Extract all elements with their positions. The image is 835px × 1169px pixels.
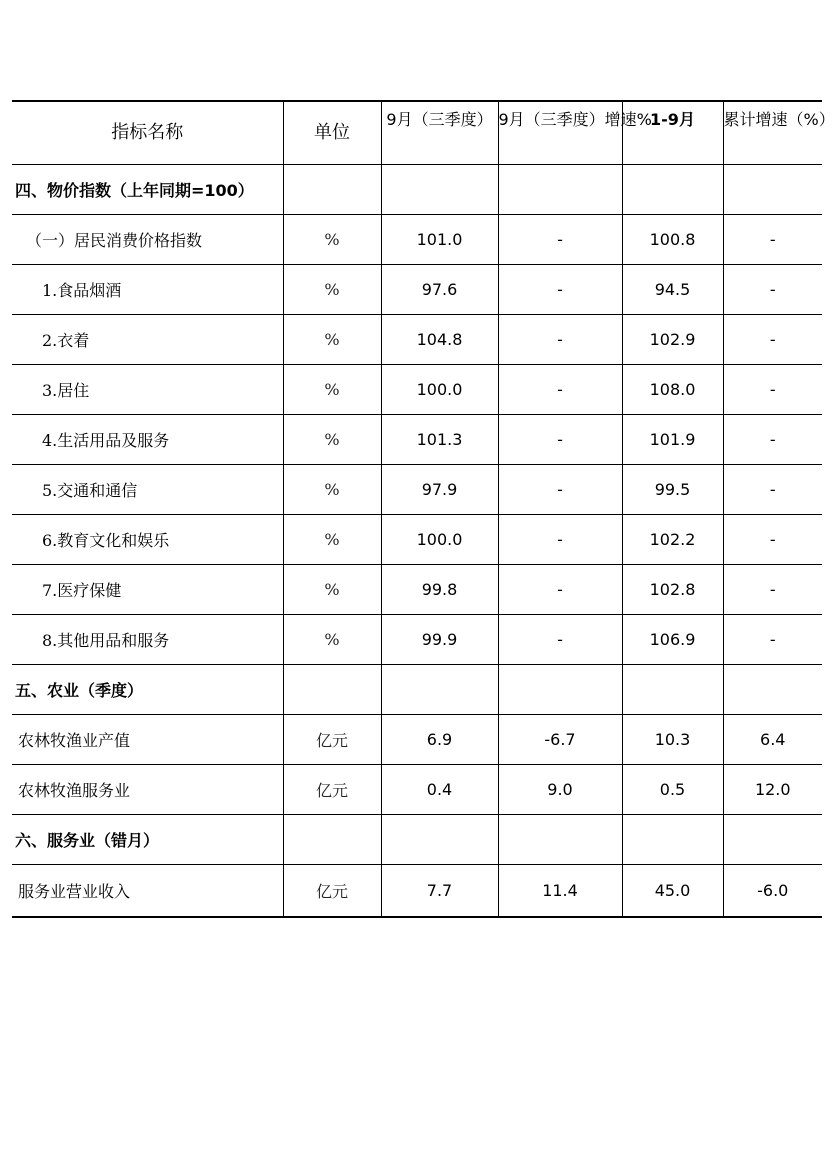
row-unit: % [283, 315, 381, 365]
table-row [12, 415, 822, 465]
row-unit: 亿元 [283, 865, 381, 918]
row-cumulative-growth [723, 815, 822, 865]
row-unit: % [283, 615, 381, 665]
row-september-growth [498, 815, 622, 865]
table-row [12, 615, 822, 665]
row-cumulative-growth: 12.0 [723, 765, 822, 815]
row-september-growth: - [498, 315, 622, 365]
row-cumulative-growth: - [723, 365, 822, 415]
row-jan-sep: 0.5 [622, 765, 723, 815]
row-name: 四、物价指数（上年同期=100） [12, 165, 283, 215]
row-cumulative-growth [723, 165, 822, 215]
row-september: 101.3 [381, 415, 498, 465]
row-jan-sep: 106.9 [622, 615, 723, 665]
row-unit [283, 165, 381, 215]
row-jan-sep [622, 815, 723, 865]
table-row [12, 515, 822, 565]
row-name: 农林牧渔业产值 [12, 715, 283, 765]
table-row [12, 265, 822, 315]
header-cumulative-growth: 累计增速（%） [723, 101, 822, 165]
row-unit [283, 815, 381, 865]
row-unit: % [283, 415, 381, 465]
row-september [381, 165, 498, 215]
row-september-growth: - [498, 365, 622, 415]
row-cumulative-growth: - [723, 215, 822, 265]
row-jan-sep [622, 165, 723, 215]
row-unit: % [283, 215, 381, 265]
header-september: 9月（三季度） [381, 101, 498, 165]
row-september-growth: 11.4 [498, 865, 622, 918]
row-jan-sep: 94.5 [622, 265, 723, 315]
row-name: 4.生活用品及服务 [12, 415, 283, 465]
row-september-growth: -6.7 [498, 715, 622, 765]
row-unit: % [283, 515, 381, 565]
table-row [12, 465, 822, 515]
row-name: 服务业营业收入 [12, 865, 283, 918]
table-row [12, 815, 822, 865]
row-name: 7.医疗保健 [12, 565, 283, 615]
row-name: 6.教育文化和娱乐 [12, 515, 283, 565]
row-unit: % [283, 465, 381, 515]
row-september-growth: - [498, 515, 622, 565]
row-september-growth [498, 665, 622, 715]
table-row [12, 365, 822, 415]
row-name: 3.居住 [12, 365, 283, 415]
row-september-growth [498, 165, 622, 215]
row-jan-sep: 100.8 [622, 215, 723, 265]
table-row [12, 565, 822, 615]
header-unit: 单位 [283, 101, 381, 165]
row-cumulative-growth: - [723, 415, 822, 465]
row-unit: 亿元 [283, 715, 381, 765]
table-row [12, 665, 822, 715]
row-september-growth: - [498, 465, 622, 515]
row-jan-sep: 102.9 [622, 315, 723, 365]
header-september-growth: 9月（三季度）增速% [498, 101, 622, 165]
row-unit: % [283, 365, 381, 415]
row-cumulative-growth: - [723, 515, 822, 565]
row-jan-sep: 102.8 [622, 565, 723, 615]
row-cumulative-growth: - [723, 315, 822, 365]
row-september [381, 665, 498, 715]
statistics-table [12, 100, 835, 918]
row-name: 六、服务业（错月） [12, 815, 283, 865]
row-jan-sep: 101.9 [622, 415, 723, 465]
row-unit: 亿元 [283, 765, 381, 815]
row-september: 97.9 [381, 465, 498, 515]
row-september: 0.4 [381, 765, 498, 815]
row-jan-sep [622, 665, 723, 715]
row-unit: % [283, 565, 381, 615]
row-name: 8.其他用品和服务 [12, 615, 283, 665]
row-cumulative-growth: - [723, 265, 822, 315]
table-row [12, 765, 822, 815]
row-cumulative-growth: - [723, 565, 822, 615]
header-jan-sep: 1-9月 [622, 101, 723, 165]
row-september: 100.0 [381, 365, 498, 415]
row-cumulative-growth: - [723, 615, 822, 665]
row-september-growth: - [498, 565, 622, 615]
row-september [381, 815, 498, 865]
row-september: 104.8 [381, 315, 498, 365]
table-row [12, 315, 822, 365]
row-unit [283, 665, 381, 715]
row-name: 5.交通和通信 [12, 465, 283, 515]
table-row [12, 215, 822, 265]
row-jan-sep: 10.3 [622, 715, 723, 765]
row-september: 100.0 [381, 515, 498, 565]
row-cumulative-growth: 6.4 [723, 715, 822, 765]
row-september-growth: 9.0 [498, 765, 622, 815]
row-september: 6.9 [381, 715, 498, 765]
table-row [12, 715, 822, 765]
row-cumulative-growth [723, 665, 822, 715]
row-september: 99.9 [381, 615, 498, 665]
row-name: 农林牧渔服务业 [12, 765, 283, 815]
row-cumulative-growth: - [723, 465, 822, 515]
row-september-growth: - [498, 415, 622, 465]
row-september-growth: - [498, 215, 622, 265]
row-name: （一）居民消费价格指数 [12, 215, 283, 265]
row-september: 7.7 [381, 865, 498, 918]
header-indicator-name: 指标名称 [12, 101, 283, 165]
row-september: 97.6 [381, 265, 498, 315]
row-september: 101.0 [381, 215, 498, 265]
table-row [12, 865, 822, 918]
row-name: 2.衣着 [12, 315, 283, 365]
table-header-row [12, 101, 822, 165]
row-name: 五、农业（季度） [12, 665, 283, 715]
row-jan-sep: 102.2 [622, 515, 723, 565]
row-cumulative-growth: -6.0 [723, 865, 822, 918]
table-row [12, 165, 822, 215]
row-unit: % [283, 265, 381, 315]
row-september-growth: - [498, 265, 622, 315]
row-jan-sep: 108.0 [622, 365, 723, 415]
row-jan-sep: 99.5 [622, 465, 723, 515]
row-name: 1.食品烟酒 [12, 265, 283, 315]
row-september: 99.8 [381, 565, 498, 615]
row-september-growth: - [498, 615, 622, 665]
row-jan-sep: 45.0 [622, 865, 723, 918]
